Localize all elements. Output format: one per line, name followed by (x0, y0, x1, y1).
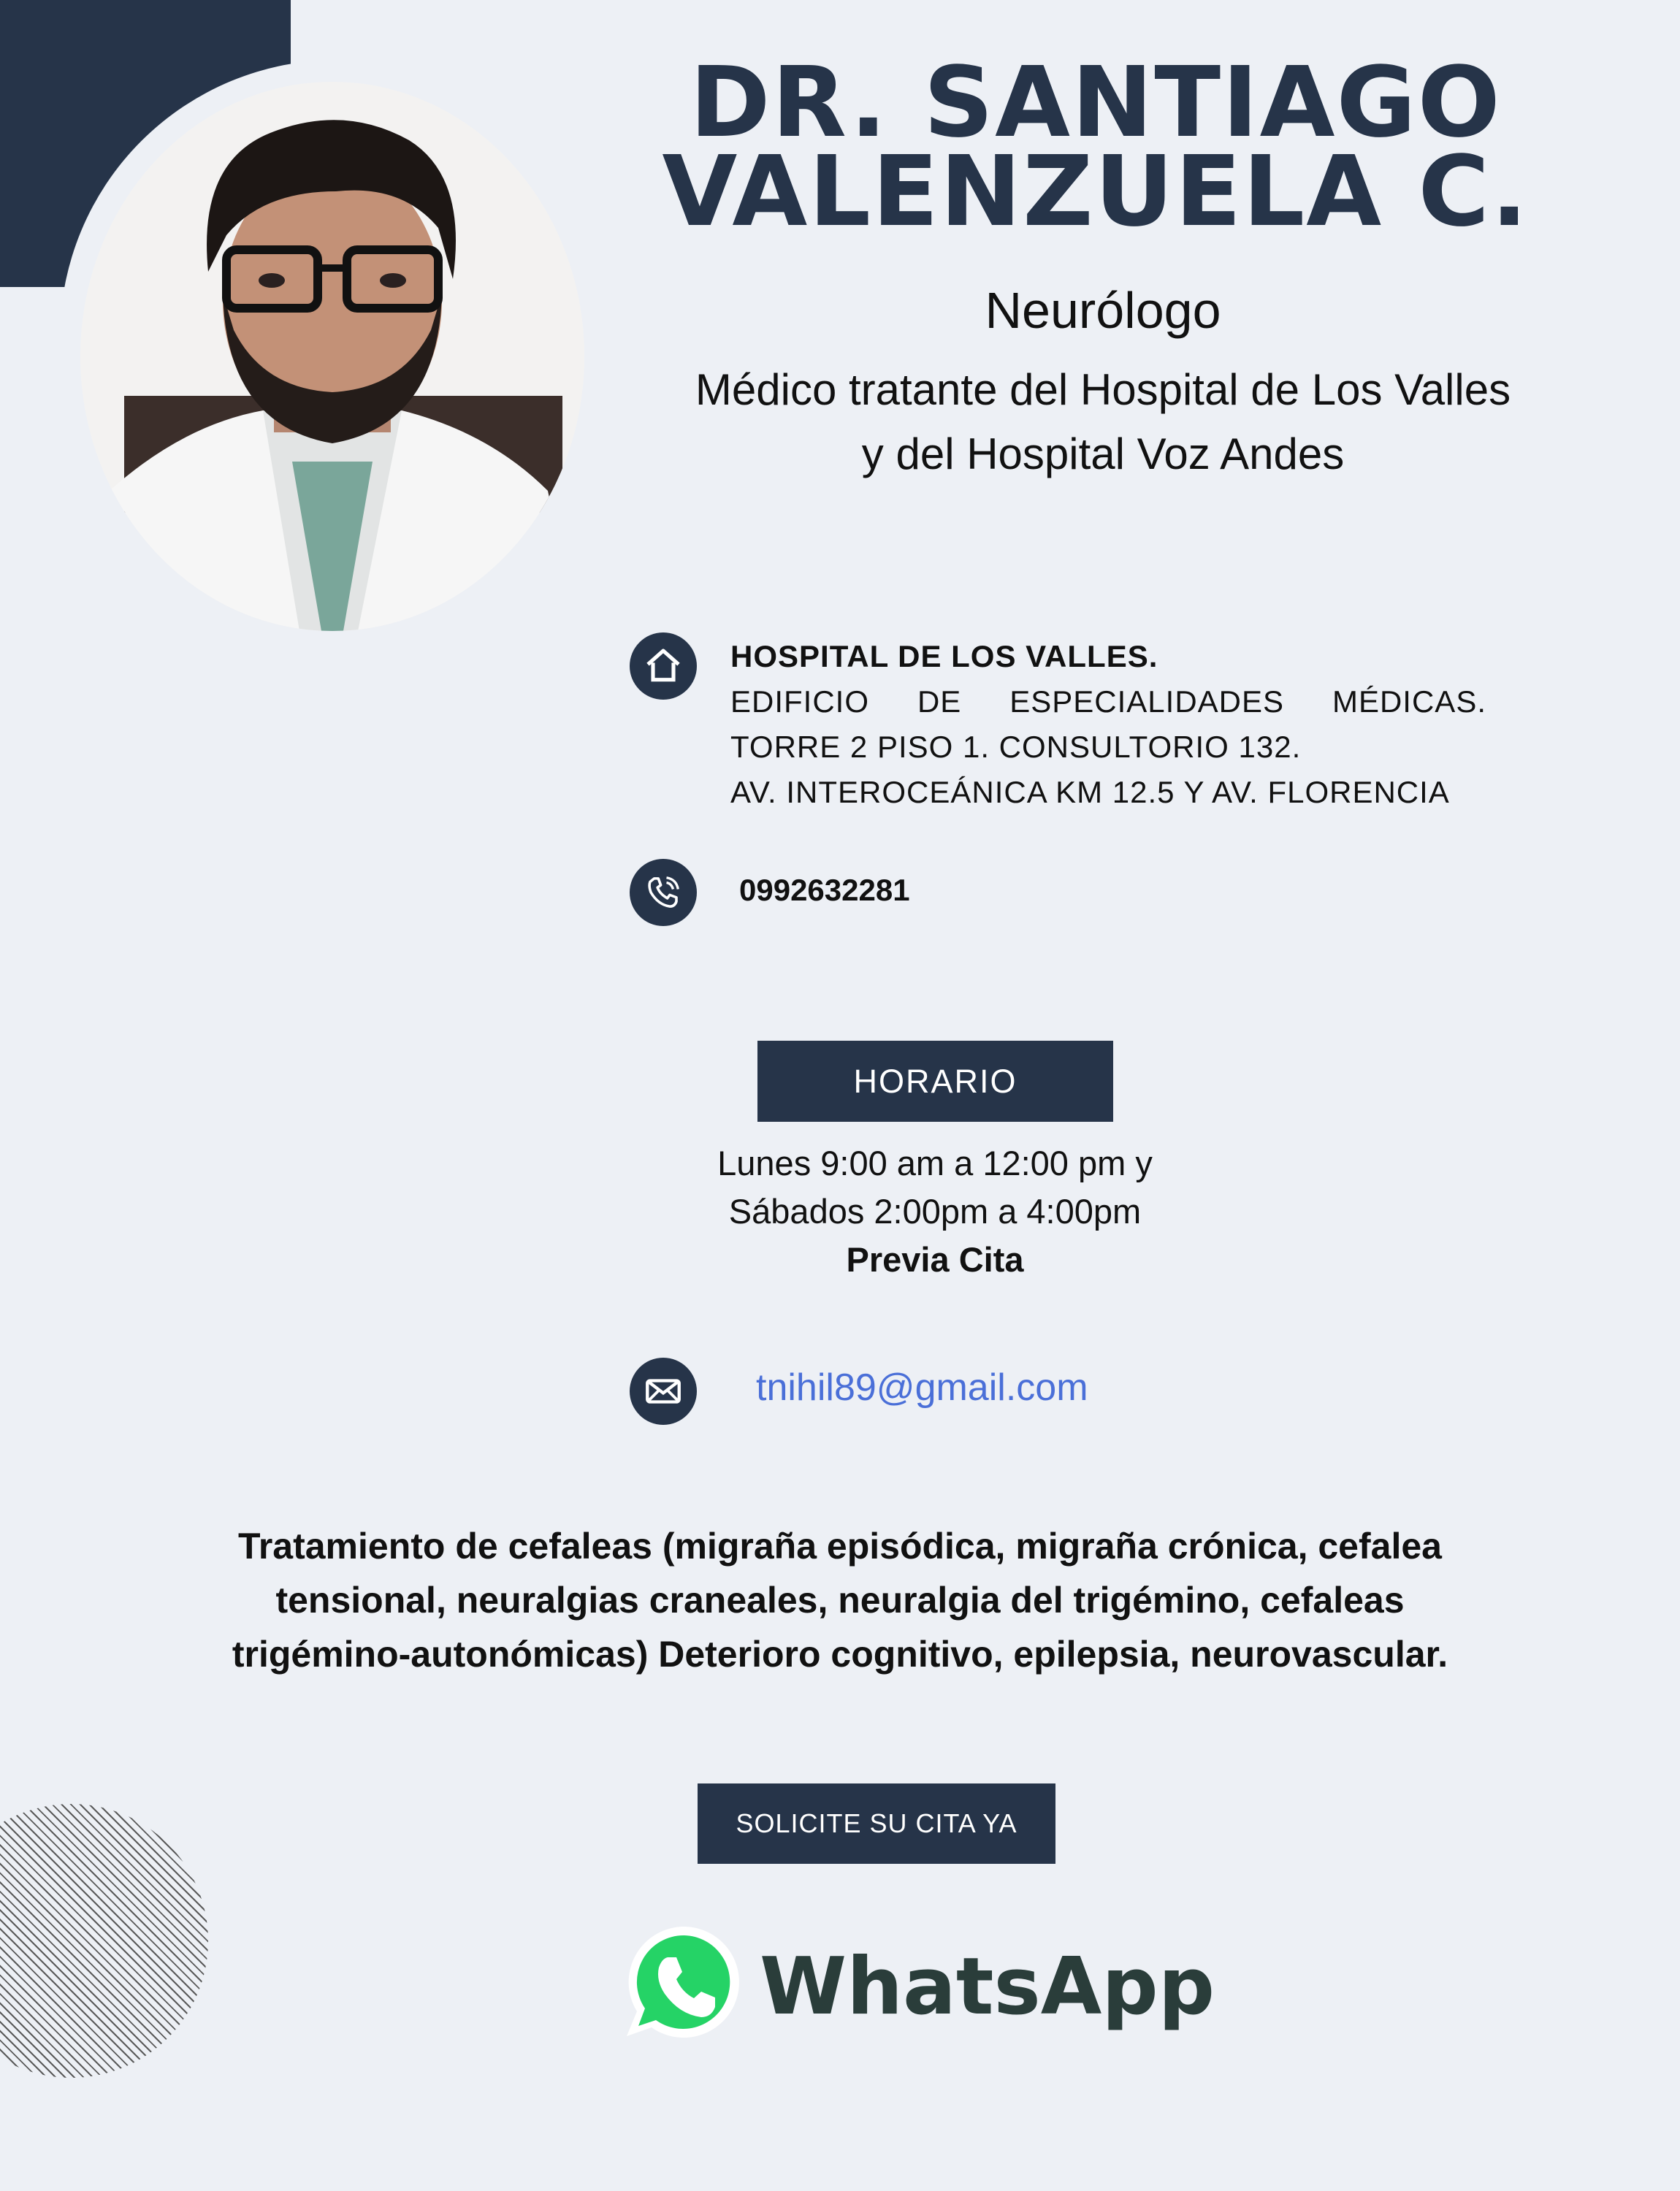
doctor-portrait (80, 82, 584, 631)
whatsapp-icon[interactable] (622, 1921, 747, 2045)
hatched-circle-decoration (0, 1804, 208, 2078)
address-title: HOSPITAL DE LOS VALLES. (730, 639, 1158, 673)
description-line-1: Tratamiento de cefaleas (migraña episódica, migraña crónica, cefalea (238, 1526, 1442, 1567)
description-line-2: tensional, neuralgias craneales, neuralgia del trigémino, cefaleas (275, 1580, 1405, 1621)
whatsapp-label[interactable]: WhatsApp (760, 1941, 1215, 2033)
description-line-3: trigémino-autonómicas) Deterioro cognitivo, epilepsia, neurovascular. (232, 1634, 1448, 1675)
address-block (730, 634, 1486, 815)
name-line-2: VALENZUELA C. (662, 136, 1530, 248)
affiliation (599, 358, 1607, 486)
doctor-name (628, 47, 1563, 248)
address-line-3: AV. INTEROCEÁNICA KM 12.5 Y AV. FLORENCIA (730, 775, 1450, 809)
affiliation-line-2: y del Hospital Voz Andes (861, 429, 1345, 478)
mail-icon (630, 1358, 697, 1425)
phone-icon (630, 859, 697, 926)
schedule-heading: HORARIO (757, 1041, 1113, 1122)
name-line-1: DR. SANTIAGO (690, 47, 1502, 159)
affiliation-line-1: Médico tratante del Hospital de Los Valles (695, 365, 1511, 414)
schedule-line-1: Lunes 9:00 am a 12:00 pm y (717, 1144, 1153, 1182)
specialty: Neurólogo (985, 282, 1221, 339)
address-line-2: TORRE 2 PISO 1. CONSULTORIO 132. (730, 730, 1302, 764)
home-icon (630, 632, 697, 700)
schedule-line-2: Sábados 2:00pm a 4:00pm (728, 1192, 1142, 1231)
schedule-text (643, 1139, 1227, 1284)
phone-number[interactable]: 0992632281 (739, 873, 910, 907)
book-appointment-button[interactable]: SOLICITE SU CITA YA (698, 1783, 1055, 1864)
services-description (146, 1519, 1534, 1681)
address-line-1: EDIFICIO DE ESPECIALIDADES MÉDICAS. (730, 684, 1486, 719)
email-link[interactable]: tnihil89@gmail.com (756, 1366, 1088, 1409)
schedule-note: Previa Cita (846, 1240, 1024, 1279)
